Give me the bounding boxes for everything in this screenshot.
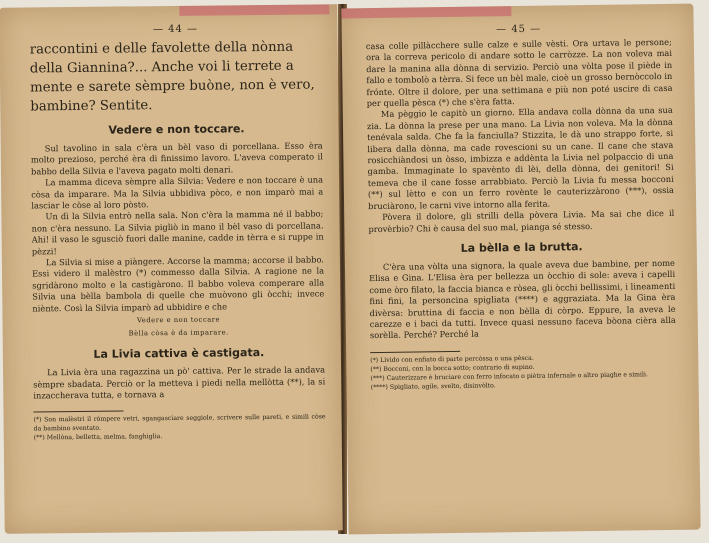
footnote: (**) Mellòna, belletta, melma, fanghiglia. (33, 433, 163, 442)
paragraph: La Livia èra una ragazzina un pò' cattiva. Per le strade la andava sèmpre sbadata. Perciò or la metteva i piedi nella mellòtta (**), la si inzaccherava tutta, e tornava a (33, 364, 326, 401)
page-number-right: — 45 — (496, 23, 542, 36)
section-title-livia: La Livia cattiva è castigata. (93, 346, 265, 361)
page-number-left: — 44 — (152, 23, 199, 36)
paragraph: Un dì la Silvia entrò nella sala. Non c'èra la mamma né il babbo; non c'èra nessuno. La Silvia pigliò in mano il bèl vaso di porcellana. Ahi! il vaso le sgusciò fuori dalle manine, cadde in tèrra e si ruppe in pèzzi! (31, 208, 324, 257)
paragraph: La Silvia si mise a piàngere. Accorse la mamma; accorse il babbo. Essi videro il malèstro (*) commesso dalla Silvia. A ragione ne la sgridàrono molto e la castigàrono. Il babbo voleva comperare alla Silvia una bèlla bambola di quelle che muòvono gli òcchi; invece niènte. Così la Silvia imparò ad ubbidire e che (31, 254, 325, 314)
footnote: (*) Son malèstri il rómpere vetri, sgangasciare seggiole, scrivere sulle pareti, e simili còse da bambino sventato. (33, 413, 326, 433)
footnote: (***) Cauterizzare è bruciare con ferro infocato o piètra infernale o altro piaghe e simili. (370, 370, 648, 382)
paragraph: Sul tavolino in sala c'èra un bèl vaso di porcellana. Esso èra molto prezioso, perché èra di finissimo lavoro. L'aveva comperato il babbo della Silvia e l'aveva pagato molti denari. (30, 140, 323, 177)
section-title-vedere: Vedere e non toccare. (108, 122, 245, 137)
verse-line: Vedere e non toccare (136, 315, 221, 325)
footnote: (**) Bocconi, con la bocca sotto; contrario di supino. (370, 363, 535, 373)
footnote: (*) Livido con enfiato di parte percòssa o una pèsca. (370, 354, 534, 364)
paragraph: Ma pèggio le capitò un giorno. Ella andava colla dònna da una sua zia. La dònna la prese per una mano. La Livia non voleva. Ma la dònna tenévala salda. Che fa la fanciulla? Stizzita, le dà uno strappo forte, si libera dalla dònna, ma cade rovescioni su un cane. Il cane che stava rosicchiàndosi un òsso, imbizza e addènta la Livia nel polpaccio di una gamba. Immaginate lo spavènto di lèi, della dònna, dei genitori! Si temeva che il cane fosse arrabbiato. Perciò la Livia fu messa bocconi (**) sul lètto e con un ferro rovènte le cauterizzàrono (***), ossia bruciàrono, le carni vive intorno alla ferita. (366, 105, 674, 211)
right-page (341, 4, 700, 535)
section-title-bella: La bèlla e la brutta. (460, 240, 583, 255)
footnote-rule (370, 351, 460, 353)
paragraph: La mamma diceva sèmpre alla Silvia: Vedere e non toccare è una còsa da imparare. Ma la Silvia ubbidiva pòco, e non imparò mai a lasciar le còse al loro pòsto. (31, 174, 324, 211)
intro-text: raccontini e delle favolette della nònna della Giannina?... Anche voi li terrete a mente e sarete sèmpre buòne, non è vero, bambine? Sentite. (29, 39, 315, 115)
red-stain (341, 6, 511, 18)
footnote-rule (33, 411, 123, 413)
paragraph: Pòvera il dolore, gli strilli della pòvera Livia. Ma sai che dice il provèrbio? Chi è causa del suo mal, pianga sé stesso. (368, 207, 675, 234)
footnote: (****) Spigliato, agile, svelto, disinvòlto. (370, 382, 496, 391)
paragraph: casa colle pillàcchere sulle calze e sulle vèsti. Ora urtava le persone; ora la correva pericolo di andare sotto le carròzze. La non voleva mai dare la manina alla dònna di servizio. Perciò una vòlta pose il piède in fallo e tombolò a tèrra. Si fece un bèl male, cioè un grosso bernòccolo in frónte. Oltre il dolore, per una settimana e più non poté uscire di casa per quella pèsca (*) che s'èra fatta. (365, 36, 673, 109)
paragraph: C'èra una vòlta una signora, la quale aveva due bambine, per nome Elisa e Gina. L'Elisa èra per bellezza un òcchio di sole: aveva i capelli come òro filato, la faccia bianca e ròsea, gli òcchi bellissimi, i lineamenti fini fini, la personcina spigliata (****) e aggraziata. Ma la Gina èra divèrsa: bruttina di faccia e non bèlla di còrpo. Eppure, la aveva le carezze e i baci da tutti. Invece quasi nessuno faceva bòona cièra alla sorèlla. Perché? Perché la (369, 257, 676, 341)
verse-line: Bèlla còsa è da imparare. (128, 328, 229, 338)
left-page (0, 4, 343, 534)
red-stain (179, 4, 329, 16)
